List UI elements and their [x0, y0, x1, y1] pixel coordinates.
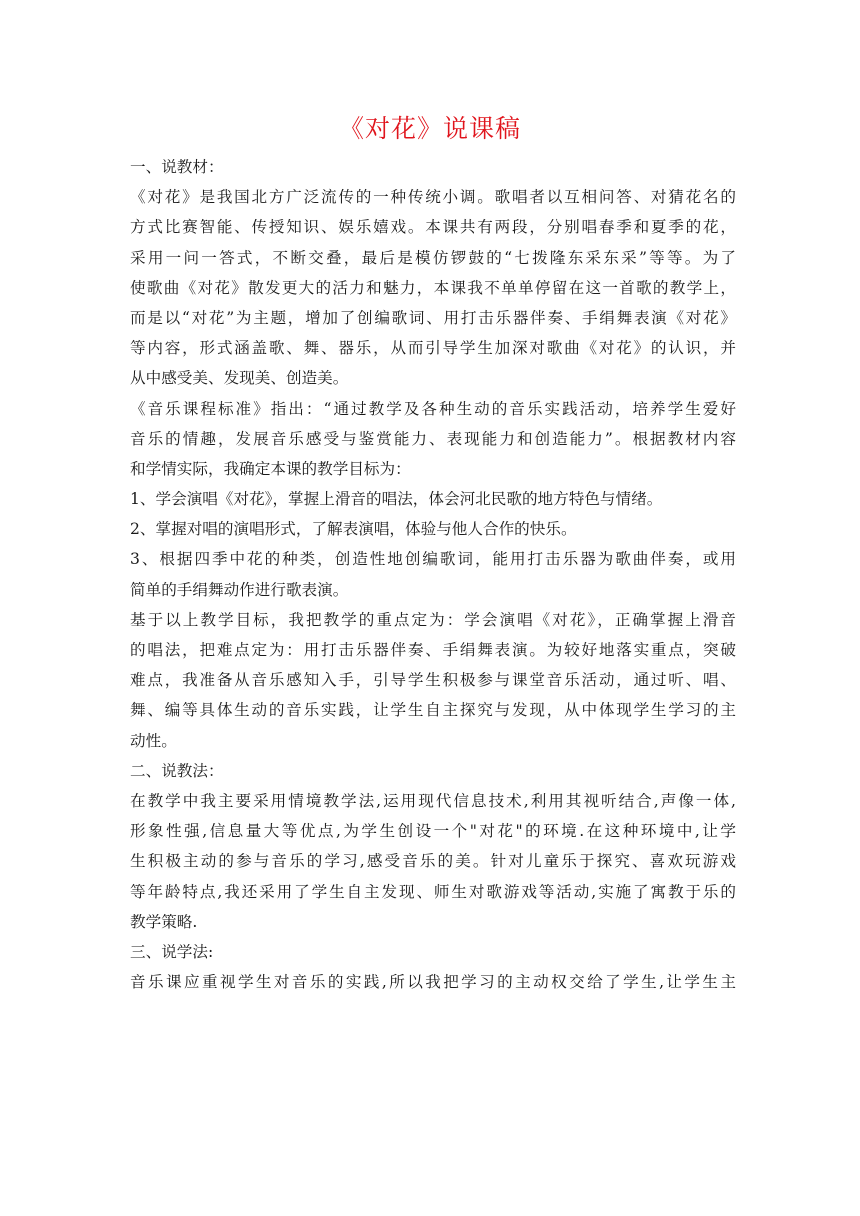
text-line: 等年龄特点,我还采用了学生自主发现、师生对歌游戏等活动,实施了寓教于乐的 — [130, 882, 736, 901]
document-body — [130, 152, 736, 997]
text-line: 生积极主动的参与音乐的学习,感受音乐的美。针对儿童乐于探究、喜欢玩游戏 — [130, 852, 736, 871]
text-line: 使歌曲《对花》散发更大的活力和魅力，本课我不单单停留在这一首歌的教学上， — [130, 278, 736, 297]
text-line: 二、说教法： — [130, 761, 224, 780]
text-line: 《音乐课程标准》指出：“通过教学及各种生动的音乐实践活动，培养学生爱好 — [130, 399, 736, 418]
text-line: 教学策略. — [130, 912, 198, 931]
text-line: 形象性强,信息量大等优点,为学生创设一个"对花"的环境.在这种环境中,让学 — [130, 822, 736, 841]
text-line: 动性。 — [130, 731, 177, 750]
text-line: 采用一问一答式，不断交叠，最后是模仿锣鼓的“七拨隆东采东采”等等。为了 — [130, 248, 736, 267]
text-line: 2、掌握对唱的演唱形式，了解表演唱，体验与他人合作的快乐。 — [130, 520, 577, 539]
text-line: 在教学中我主要采用情境教学法,运用现代信息技术,利用其视听结合,声像一体, — [130, 791, 736, 810]
text-line: 简单的手绢舞动作进行歌表演。 — [130, 580, 349, 599]
text-line: 音乐课应重视学生对音乐的实践,所以我把学习的主动权交给了学生,让学生主 — [130, 973, 736, 992]
text-line: 的唱法，把难点定为：用打击乐器伴奏、手绢舞表演。为较好地落实重点，突破 — [130, 641, 736, 659]
text-line: 音乐的情趣，发展音乐感受与鉴赏能力、表现能力和创造能力”。根据教材内容 — [130, 429, 736, 448]
text-line: 从中感受美、发现美、创造美。 — [130, 369, 349, 388]
text-line: 难点，我准备从音乐感知入手，引导学生积极参与课堂音乐活动，通过听、唱、 — [130, 671, 736, 690]
text-line: 基于以上教学目标，我把教学的重点定为：学会演唱《对花》，正确掌握上滑音 — [130, 610, 736, 629]
text-line: 三、说学法: — [130, 942, 214, 961]
text-line: 等内容，形式涵盖歌、舞、器乐，从而引导学生加深对歌曲《对花》的认识，并 — [130, 339, 736, 358]
text-line: 一、说教材： — [130, 158, 224, 176]
text-line: 和学情实际，我确定本课的教学目标为： — [130, 459, 411, 478]
text-line: 3、根据四季中花的种类，创造性地创编歌词，能用打击乐器为歌曲伴奏，或用 — [130, 550, 736, 569]
text-line: 而是以“对花”为主题，增加了创编歌词、用打击乐器伴奏、手绢舞表演《对花》 — [130, 308, 736, 327]
text-line: 1、学会演唱《对花》，掌握上滑音的唱法，体会河北民歌的地方特色与情绪。 — [130, 490, 663, 509]
text-line: 《对花》是我国北方广泛流传的一种传统小调。歌唱者以互相问答、对猜花名的 — [130, 188, 736, 207]
text-line: 舞、编等具体生动的音乐实践，让学生自主探究与发现，从中体现学生学习的主 — [130, 701, 736, 720]
document-title: 《对花》说课稿 — [338, 114, 521, 143]
text-line: 方式比赛智能、传授知识、娱乐嬉戏。本课共有两段，分别唱春季和夏季的花， — [130, 218, 736, 237]
